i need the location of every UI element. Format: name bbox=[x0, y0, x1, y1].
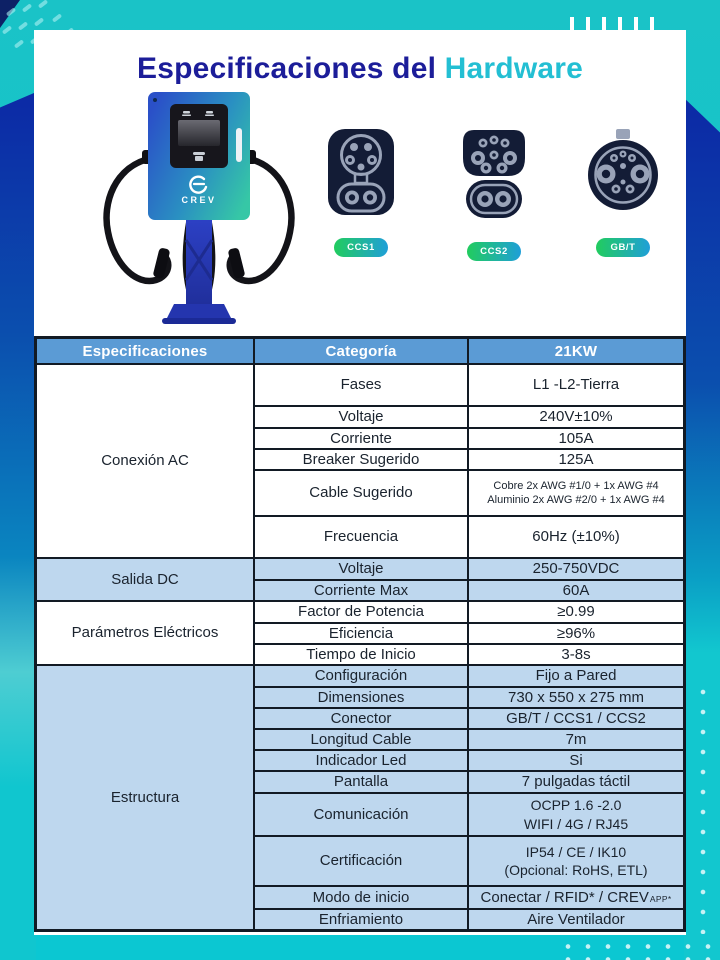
ev-charger-illustration bbox=[98, 88, 300, 334]
value-cell: 60A bbox=[469, 581, 683, 600]
column-header: Categoría bbox=[255, 339, 467, 363]
spec-table bbox=[34, 336, 686, 932]
dot-grid-right bbox=[686, 676, 720, 934]
category-cell: Comunicación bbox=[255, 794, 467, 835]
value-cell: Conectar / RFID* / CREV APP* bbox=[469, 887, 683, 908]
gbt-connector-icon bbox=[587, 128, 659, 216]
value-cell: 240V±10% bbox=[469, 407, 683, 427]
tick-marks-icon bbox=[570, 17, 654, 30]
value-cell: GB/T / CCS1 / CCS2 bbox=[469, 709, 683, 728]
value-cell: 7 pulgadas táctil bbox=[469, 772, 683, 792]
screen bbox=[178, 120, 220, 146]
gbt-badge: GB/T bbox=[596, 238, 650, 257]
column-header: Especificaciones bbox=[37, 339, 253, 363]
value-cell: 3-8s bbox=[469, 645, 683, 664]
value-cell: Si bbox=[469, 751, 683, 770]
category-cell: Voltaje bbox=[255, 407, 467, 427]
content-card bbox=[34, 30, 686, 935]
page-title bbox=[34, 30, 686, 86]
value-cell: OCPP 1.6 -2.0 WIFI / 4G / RJ45 bbox=[469, 794, 683, 835]
category-cell: Tiempo de Inicio bbox=[255, 645, 467, 664]
category-cell: Factor de Potencia bbox=[255, 602, 467, 622]
category-cell: Corriente Max bbox=[255, 581, 467, 600]
title-accent: Hardware bbox=[444, 52, 584, 85]
section-cell: Salida DC bbox=[37, 559, 253, 600]
category-cell: Indicador Led bbox=[255, 751, 467, 770]
value-cell: ≥0.99 bbox=[469, 602, 683, 622]
value-cell: 60Hz (±10%) bbox=[469, 517, 683, 557]
value-cell: ≥96% bbox=[469, 624, 683, 643]
category-cell: Corriente bbox=[255, 429, 467, 448]
value-cell: Aire Ventilador bbox=[469, 910, 683, 929]
value-cell: 105A bbox=[469, 429, 683, 448]
title-main: Especificaciones del bbox=[136, 52, 437, 85]
value-cell: 7m bbox=[469, 730, 683, 749]
section-cell: Estructura bbox=[37, 666, 253, 929]
pedestal-base bbox=[166, 304, 232, 320]
category-cell: Certificación bbox=[255, 837, 467, 885]
category-cell: Longitud Cable bbox=[255, 730, 467, 749]
value-cell: Cobre 2x AWG #1/0 + 1x AWG #4 Aluminio 2x AWG #2/0 + 1x AWG #4 bbox=[469, 471, 683, 515]
column-header: 21KW bbox=[469, 339, 683, 363]
left-gradient-band bbox=[0, 0, 36, 960]
connector-figure-ccs2 bbox=[456, 128, 532, 261]
value-cell: 125A bbox=[469, 450, 683, 469]
category-cell: Modo de inicio bbox=[255, 887, 467, 908]
ccs1-connector-icon bbox=[325, 128, 397, 216]
category-cell: Configuración bbox=[255, 666, 467, 686]
category-cell: Fases bbox=[255, 365, 467, 405]
connector-figure-gbt bbox=[585, 128, 661, 257]
value-cell: 250-750VDC bbox=[469, 559, 683, 579]
category-cell: Breaker Sugerido bbox=[255, 450, 467, 469]
category-cell: Enfriamiento bbox=[255, 910, 467, 929]
charger-brand-text: CREV bbox=[181, 195, 217, 205]
category-cell: Frecuencia bbox=[255, 517, 467, 557]
value-cell: 730 x 550 x 275 mm bbox=[469, 688, 683, 707]
section-cell: Parámetros Eléctricos bbox=[37, 602, 253, 664]
category-cell: Pantalla bbox=[255, 772, 467, 792]
value-cell: L1 -L2-Tierra bbox=[469, 365, 683, 405]
ccs2-connector-icon bbox=[458, 128, 530, 220]
category-cell: Conector bbox=[255, 709, 467, 728]
dot-grid-bottom bbox=[552, 936, 720, 960]
value-cell: Fijo a Pared bbox=[469, 666, 683, 686]
category-cell: Voltaje bbox=[255, 559, 467, 579]
value-cell: IP54 / CE / IK10 (Opcional: RoHS, ETL) bbox=[469, 837, 683, 885]
ccs2-badge: CCS2 bbox=[467, 242, 521, 261]
category-cell: Cable Sugerido bbox=[255, 471, 467, 515]
led-strip bbox=[236, 128, 242, 162]
category-cell: Eficiencia bbox=[255, 624, 467, 643]
connector-figure-ccs1 bbox=[323, 128, 399, 257]
ccs1-badge: CCS1 bbox=[334, 238, 388, 257]
section-cell: Conexión AC bbox=[37, 365, 253, 557]
category-cell: Dimensiones bbox=[255, 688, 467, 707]
